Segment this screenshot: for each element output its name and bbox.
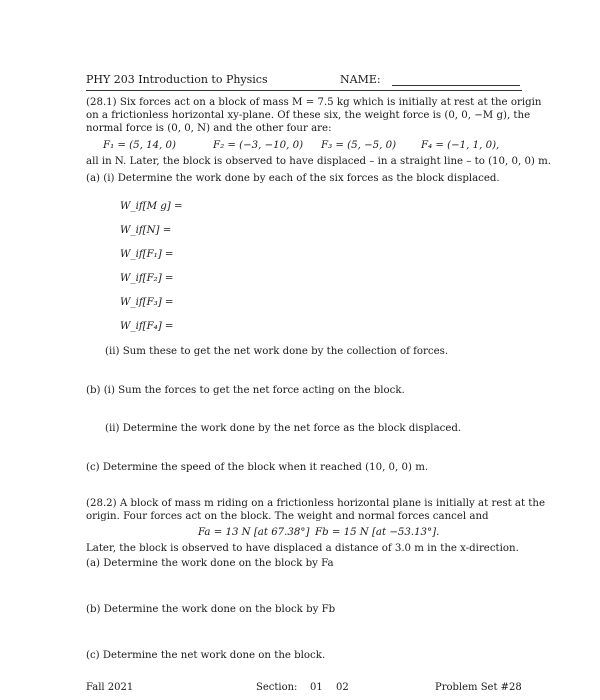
force-fb: Fb = 15 N [at −53.13°]. xyxy=(315,527,440,538)
force-fa: Fa = 13 N [at 67.38°] xyxy=(198,527,310,538)
p28-2-intro-line-2: origin. Four forces act on the block. The weight and normal forces cancel and xyxy=(86,511,489,522)
p28-1-part-b-ii: (ii) Determine the work done by the net force as the block displaced. xyxy=(105,423,462,434)
p28-1-displacement-text: all in N. Later, the block is observed to have displaced – in a straight line – to (10, 0, 0) m. xyxy=(86,156,552,167)
work-normal: W_if[N] = xyxy=(120,225,172,236)
work-weight: W_if[M g] = xyxy=(120,201,183,212)
p28-1-part-a-i: (a) (i) Determine the work done by each of the six forces as the block displaced. xyxy=(86,173,500,184)
name-blank-line xyxy=(392,85,520,86)
p28-2-intro-line-1: (28.2) A block of mass m riding on a frictionless horizontal plane is initially at rest at the xyxy=(86,498,545,509)
work-f4: W_if[F₄] = xyxy=(120,321,174,332)
header-divider xyxy=(86,90,522,91)
force-f1: F₁ = (5, 14, 0) xyxy=(103,140,176,151)
footer-section-label: Section: xyxy=(256,682,298,693)
work-f2: W_if[F₂] = xyxy=(120,273,174,284)
p28-2-part-a: (a) Determine the work done on the block by Fa xyxy=(86,558,334,569)
footer-section-02: 02 xyxy=(336,682,349,693)
p28-1-intro-line-3: normal force is (0, 0, N) and the other four are: xyxy=(86,123,332,134)
force-f2: F₂ = (−3, −10, 0) xyxy=(213,140,304,151)
p28-1-intro-line-1: (28.1) Six forces act on a block of mass M = 7.5 kg which is initially at rest at the origin xyxy=(86,97,542,108)
work-f1: W_if[F₁] = xyxy=(120,249,174,260)
p28-1-part-c: (c) Determine the speed of the block when it reached (10, 0, 0) m. xyxy=(86,462,429,473)
p28-1-part-a-ii: (ii) Sum these to get the net work done by the collection of forces. xyxy=(105,346,449,357)
work-f3: W_if[F₃] = xyxy=(120,297,174,308)
p28-1-intro-line-2: on a frictionless horizontal xy-plane. Of these six, the weight force is (0, 0, −M g), the xyxy=(86,110,531,121)
course-title: PHY 203 Introduction to Physics xyxy=(86,73,268,86)
name-label: NAME: xyxy=(340,73,381,86)
footer-term: Fall 2021 xyxy=(86,682,134,693)
force-f3: F₃ = (5, −5, 0) xyxy=(321,140,397,151)
footer-section-01: 01 xyxy=(310,682,323,693)
p28-1-part-b-i: (b) (i) Sum the forces to get the net force acting on the block. xyxy=(86,385,405,396)
force-f4: F₄ = (−1, 1, 0), xyxy=(421,140,500,151)
p28-2-displacement-text: Later, the block is observed to have displaced a distance of 3.0 m in the x-direction. xyxy=(86,543,519,554)
footer-problem-set: Problem Set #28 xyxy=(435,682,522,693)
p28-2-part-b: (b) Determine the work done on the block by Fb xyxy=(86,604,336,615)
p28-2-part-c: (c) Determine the net work done on the block. xyxy=(86,650,326,661)
